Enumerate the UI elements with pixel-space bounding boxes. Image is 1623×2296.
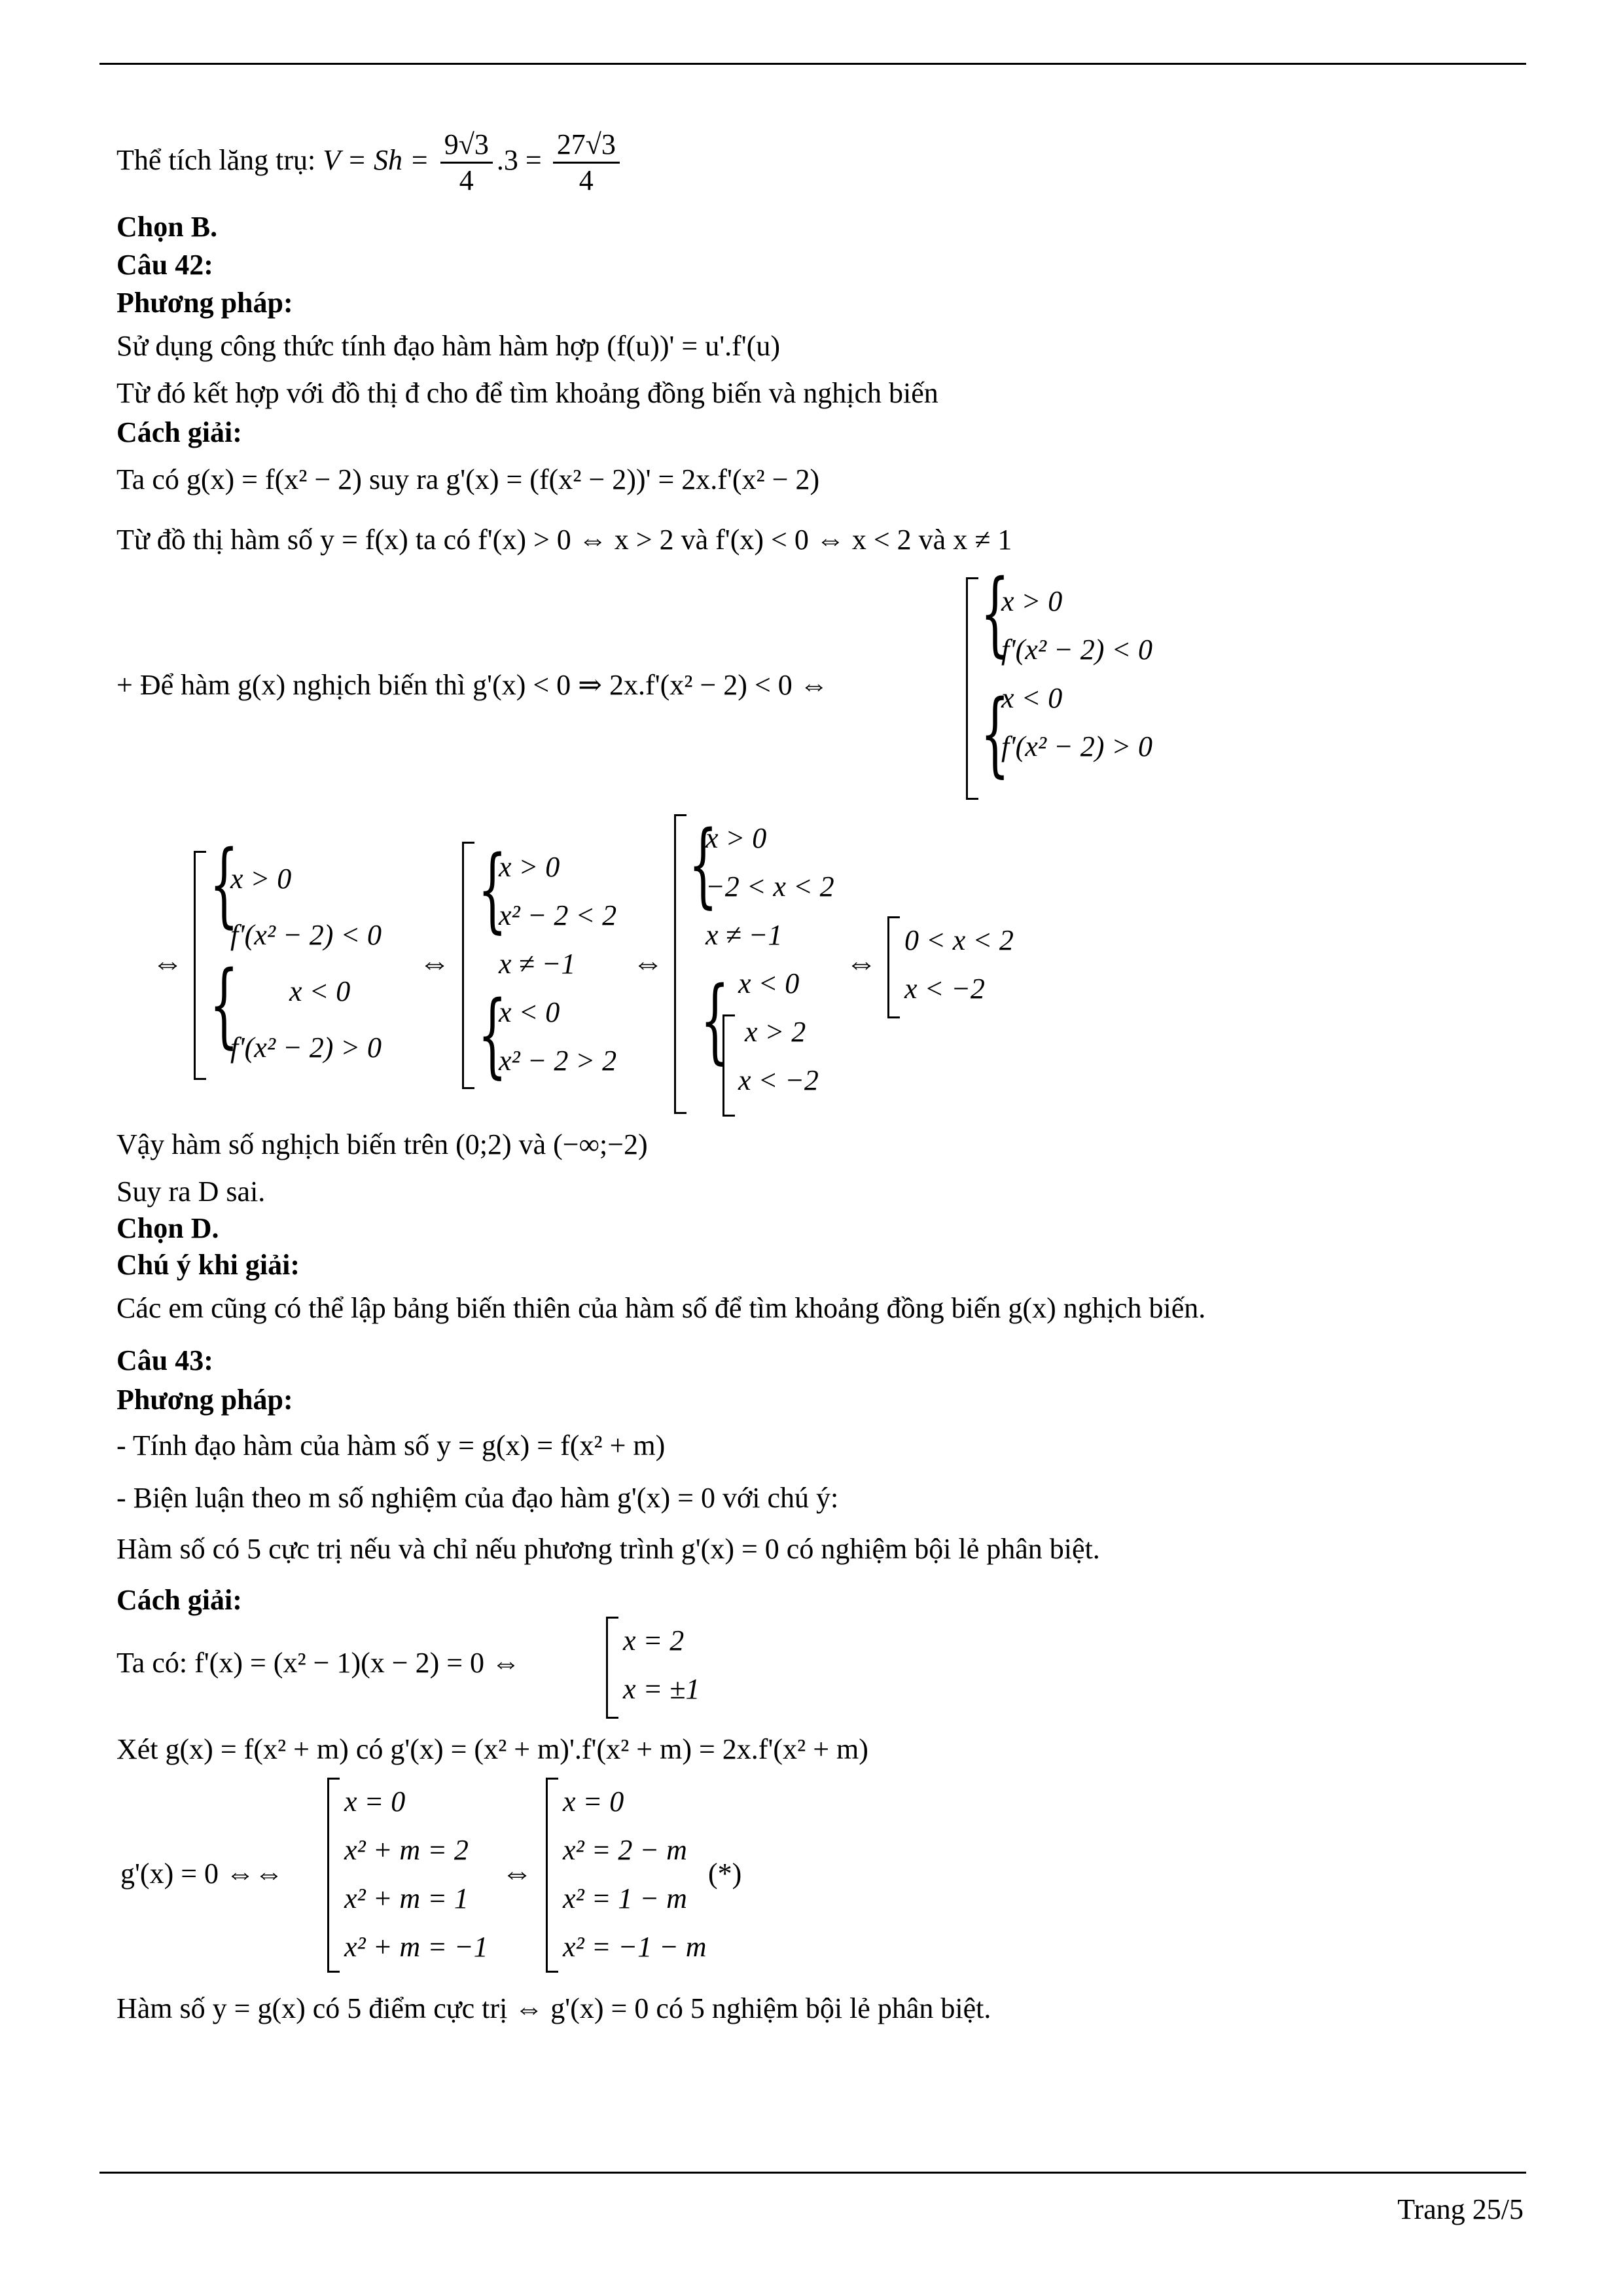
star-mark: (*) [708, 1857, 742, 1890]
sysC-row-5: x > 2 [745, 1016, 806, 1048]
sys2-row-4: x² + m = −1 [344, 1931, 488, 1963]
sysD-row-1: 0 < x < 2 [904, 924, 1014, 956]
fraction-2-den: 4 [579, 164, 594, 197]
sys-top-row-2: f'(x² − 2) < 0 [1001, 634, 1153, 666]
q43-method-heading: Phương pháp: [116, 1384, 293, 1416]
sysB-row-2: x² − 2 < 2 [499, 899, 617, 931]
sys1 [623, 1617, 700, 1713]
q43-method-3: Hàm số có 5 cực trị nếu và chỉ nếu phương trình g'(x) = 0 có nghiệm bội lẻ phân biệt. [116, 1533, 1100, 1565]
sys-top-brace-2: { [980, 681, 1010, 787]
sysB-row-5: x² − 2 > 2 [499, 1045, 617, 1077]
header-rule [99, 63, 1526, 65]
q43-solution-heading: Cách giải: [116, 1584, 242, 1616]
volume-label: Thể tích lăng trụ: [116, 144, 316, 176]
volume-mult: .3 = [496, 144, 542, 176]
equiv-1: ⇔ [152, 946, 183, 980]
volume-line [116, 124, 624, 198]
q43-title: Câu 43: [116, 1344, 213, 1376]
sysB-brace-1: { [478, 836, 507, 943]
sysA-row-1: x > 0 [230, 863, 292, 895]
q42-line-2: Từ đồ thị hàm số y = f(x) ta có f'(x) > 0 ⇔ x > 2 và f'(x) < 0 ⇔ x < 2 và x ≠ 1 [116, 524, 1012, 556]
sysC-row-3: x ≠ −1 [705, 919, 783, 951]
q42-title: Câu 42: [116, 249, 213, 281]
sysC-brace-2: { [700, 967, 730, 1074]
sysC-row-4: x < 0 [738, 967, 800, 999]
sys2-row-2: x² + m = 2 [344, 1834, 469, 1866]
sysA-brace-2: { [209, 952, 239, 1058]
sysA-brace-1: { [209, 831, 239, 938]
sys2-row-1: x = 0 [344, 1785, 406, 1818]
sys3-row-4: x² = −1 − m [563, 1931, 707, 1963]
sys3-row-3: x² = 1 − m [563, 1882, 687, 1914]
sys1-row-1: x = 2 [623, 1624, 685, 1657]
equiv-5: ⇔ [501, 1856, 533, 1890]
sys2 [344, 1778, 488, 1971]
sysC-row-6: x < −2 [738, 1064, 819, 1096]
sysD [904, 916, 1014, 1013]
equiv-4: ⇔ [846, 946, 877, 980]
fraction-1 [440, 128, 493, 198]
sysB-bracket [462, 842, 474, 1089]
q43-line-1: Ta có: f'(x) = (x² − 1)(x − 2) = 0 ⇔ [116, 1647, 521, 1679]
sysC [705, 814, 834, 1105]
sysA-row-3: x < 0 [289, 975, 351, 1007]
answer-b: Chọn B. [116, 211, 218, 243]
fraction-2 [553, 128, 620, 198]
sysB-brace-2: { [478, 982, 507, 1088]
q42-solution-heading: Cách giải: [116, 416, 242, 448]
sys-top-bracket [966, 577, 978, 800]
fraction-1-num: 9√3 [440, 128, 493, 164]
sysB-row-3: x ≠ −1 [499, 948, 576, 980]
q42-method-2: Từ đó kết hợp với đồ thị đ cho để tìm khoảng đồng biến và nghịch biến [116, 377, 938, 409]
sysD-bracket [887, 916, 900, 1018]
q42-note: Các em cũng có thể lập bảng biến thiên của hàm số để tìm khoảng đồng biến g(x) nghịch biến. [116, 1292, 1206, 1324]
sys3-row-2: x² = 2 − m [563, 1834, 687, 1866]
sys3-row-1: x = 0 [563, 1785, 624, 1818]
answer-d: Chọn D. [116, 1212, 219, 1244]
sysA [230, 851, 382, 1076]
q42-conclusion: Vậy hàm số nghịch biến trên (0;2) và (−∞;−2) [116, 1128, 648, 1160]
sysA-row-2: f'(x² − 2) < 0 [230, 919, 382, 951]
page-number: Trang 25/5 [1397, 2193, 1524, 2225]
q42-method-heading: Phương pháp: [116, 287, 293, 319]
equiv-3: ⇔ [632, 946, 664, 980]
sys2-bracket [327, 1778, 340, 1973]
sys-top-row-1: x > 0 [1001, 585, 1063, 617]
sysC-row-1: x > 0 [705, 822, 767, 854]
q42-method-1: Sử dụng công thức tính đạo hàm hàm hợp (f(u))' = u'.f'(u) [116, 330, 781, 362]
sysB-row-1: x > 0 [499, 851, 560, 883]
sys1-bracket [606, 1617, 618, 1719]
q42-note-heading: Chú ý khi giải: [116, 1249, 300, 1281]
footer-rule [99, 2172, 1526, 2174]
q43-line-2: Xét g(x) = f(x² + m) có g'(x) = (x² + m)'.f'(x² + m) = 2x.f'(x² + m) [116, 1733, 868, 1765]
sys-top [1001, 577, 1152, 771]
sys-top-row-4: f'(x² − 2) > 0 [1001, 730, 1153, 762]
sysC-row-2: −2 < x < 2 [705, 870, 834, 903]
fraction-1-den: 4 [459, 164, 474, 197]
sys1-row-2: x = ±1 [623, 1673, 700, 1705]
sys-top-brace-1: { [980, 560, 1010, 667]
sysC-brace-1: { [688, 812, 718, 918]
q43-method-2: - Biện luận theo m số nghiệm của đạo hàm g'(x) = 0 với chú ý: [116, 1482, 839, 1514]
q43-line-3: g'(x) = 0 ⇔⇔ [120, 1857, 284, 1890]
sysC-bracket [674, 814, 687, 1114]
equiv-2: ⇔ [419, 946, 450, 980]
volume-formula: V = Sh = [323, 144, 429, 176]
q43-method-1: - Tính đạo hàm của hàm số y = g(x) = f(x² + m) [116, 1429, 666, 1462]
sys2-row-3: x² + m = 1 [344, 1882, 469, 1914]
fraction-2-num: 27√3 [553, 128, 620, 164]
sysA-bracket [194, 851, 206, 1080]
q42-wrong: Suy ra D sai. [116, 1175, 266, 1208]
sys3 [563, 1778, 707, 1971]
sys-top-row-3: x < 0 [1001, 682, 1063, 714]
sys3-bracket [546, 1778, 558, 1973]
q42-line-1: Ta có g(x) = f(x² − 2) suy ra g'(x) = (f(x² − 2))' = 2x.f'(x² − 2) [116, 463, 820, 495]
sysB-row-4: x < 0 [499, 996, 560, 1028]
q43-line-4: Hàm số y = g(x) có 5 điểm cực trị ⇔ g'(x) = 0 có 5 nghiệm bội lẻ phân biệt. [116, 1992, 991, 2024]
sysB [499, 843, 616, 1085]
sysA-row-4: f'(x² − 2) > 0 [230, 1031, 382, 1064]
sysD-row-2: x < −2 [904, 973, 985, 1005]
q42-line-3: + Để hàm g(x) nghịch biến thì g'(x) < 0 ⇒ 2x.f'(x² − 2) < 0 ⇔ [116, 669, 829, 701]
